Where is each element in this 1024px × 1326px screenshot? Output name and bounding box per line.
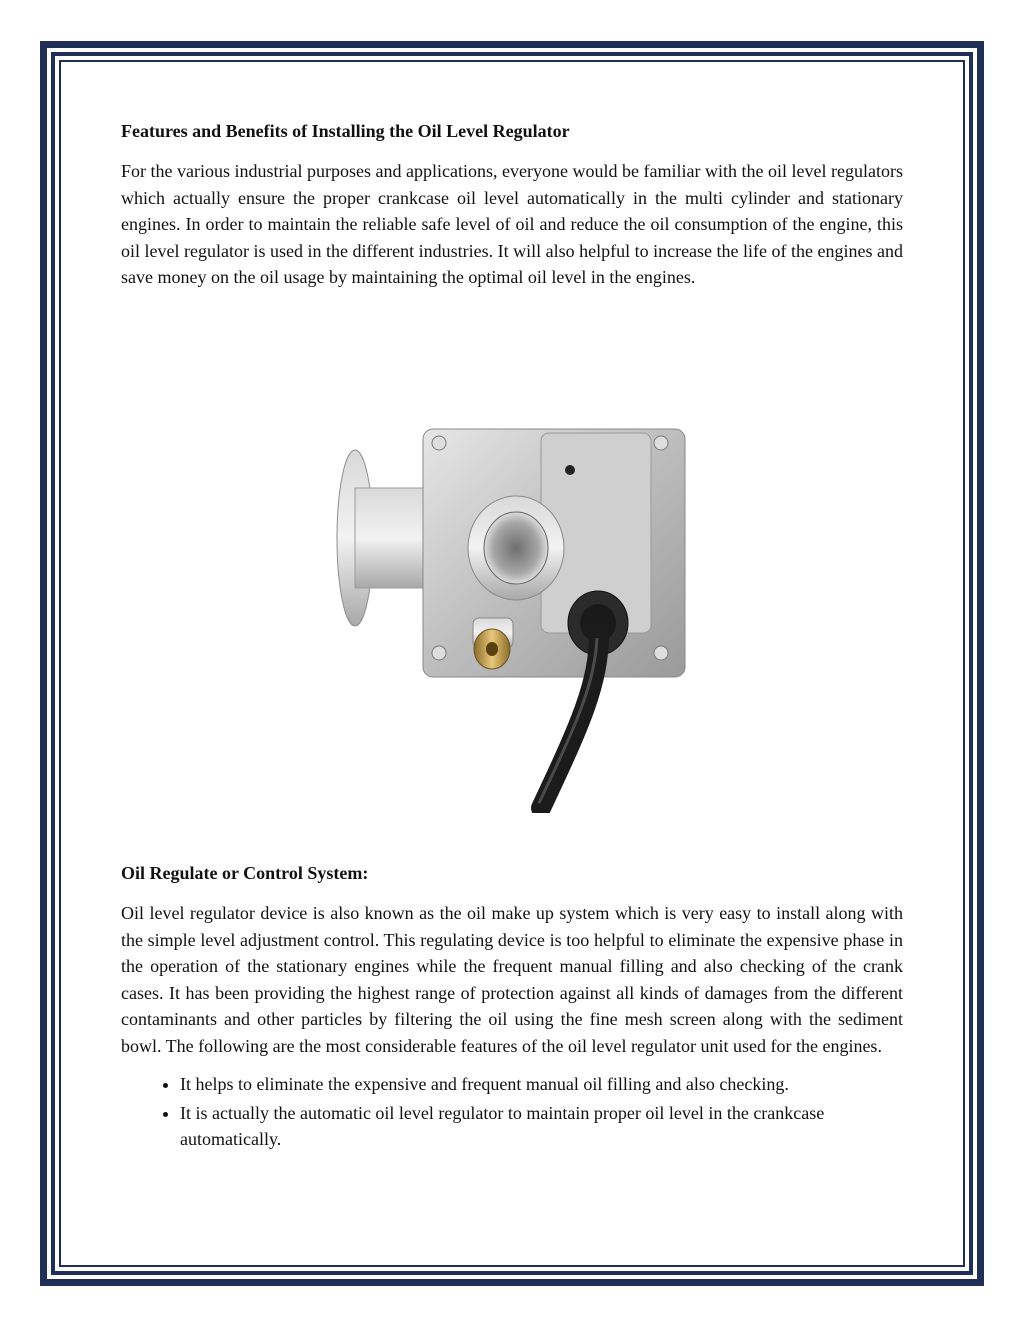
product-photo xyxy=(331,423,691,813)
section-control-system xyxy=(121,860,903,1155)
section-paragraph-features: For the various industrial purposes and applications, everyone would be familiar with the oil level regulators which actually ensure the proper crankcase oil level automatically in the multi cylinder and stationary engines. In order to maintain the reliable safe level of oil and reduce the oil consumption of the engine, this oil level regulator is used in the different industries. It will also helpful to increase the life of the engines and save money on the oil usage by maintaining the optimal oil level in the engines. xyxy=(121,161,903,287)
section-features xyxy=(121,118,903,291)
section-heading-control-system: Oil Regulate or Control System: xyxy=(121,863,369,883)
section-paragraph-control-system: Oil level regulator device is also known as the oil make up system which is very easy to install along with the simple level adjustment control. This regulating device is too helpful to eliminate the expensive phase in the operation of the stationary engines while the frequent manual filling and also checking of the crank cases. It has been providing the highest range of protection against all kinds of damages from the different contaminants and other particles by filtering the oil using the fine mesh screen along with the sediment bowl. The following are the most considerable features of the oil level regulator unit used for the engines. xyxy=(121,903,903,1056)
list-item: • It helps to eliminate the expensive and frequent manual oil filling and also checking. xyxy=(180,1071,903,1098)
feature-list xyxy=(121,1071,903,1153)
section-heading-features: Features and Benefits of Installing the Oil Level Regulator xyxy=(121,121,570,141)
list-item: • It is actually the automatic oil level regulator to maintain proper oil level in the crankcase automatically. xyxy=(180,1100,903,1153)
oil-level-regulator-photo-icon xyxy=(331,423,691,813)
